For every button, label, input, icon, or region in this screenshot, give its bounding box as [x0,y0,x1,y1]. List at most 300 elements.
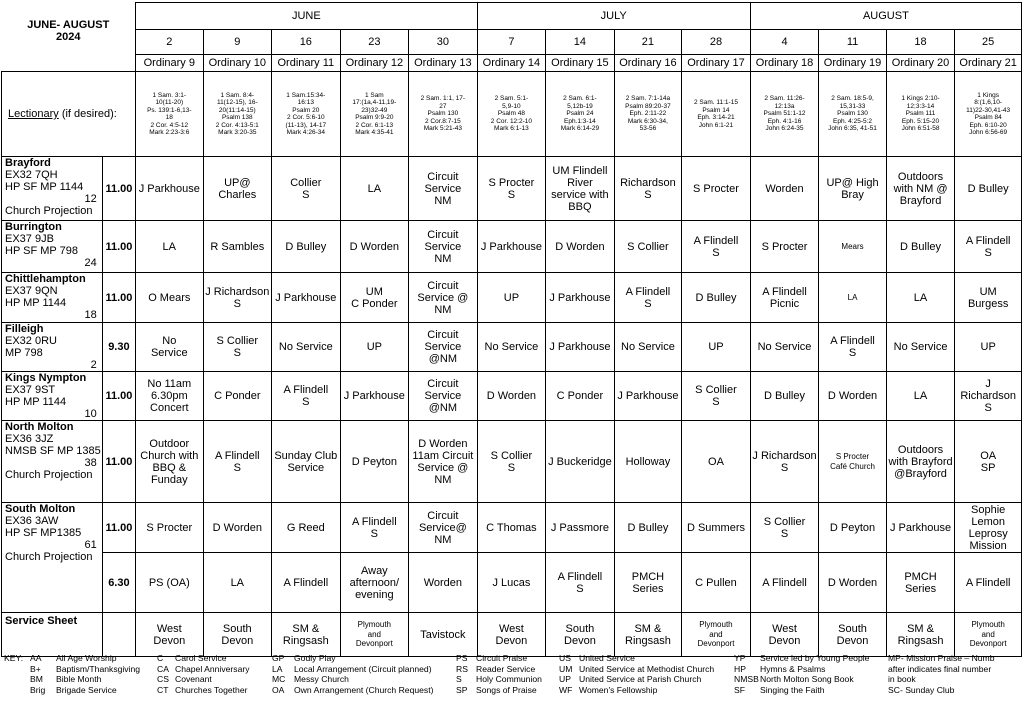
service-cell [819,323,887,372]
service-sheet-cell [136,613,204,657]
cell-line: S [302,188,310,201]
cell-line: A Flindell [625,285,671,298]
cell-line: NM [434,473,452,486]
service-cell [955,372,1022,421]
lectionary-cell [546,72,615,157]
key-abbrev: CS [157,674,169,684]
service-cell [546,553,615,613]
service-cell [203,323,272,372]
service-cell [819,221,887,273]
service-cell [819,553,887,613]
cell-line: Lemon [971,515,1005,528]
cell-line: Mission [969,539,1007,552]
cell-line: No Service [484,341,539,353]
cell-line: Eph.1:3-14 [564,117,596,125]
service-sheet-cell [409,613,478,657]
cell-line: S Procter [693,182,739,195]
cell-line: J Parkhouse [138,182,200,195]
cell-line: Burgess [967,297,1009,310]
key-meaning: Local Arrangement (Circuit planned) [294,663,432,674]
cell-line: Plymouth [971,620,1005,630]
key-abbrev: BM [30,674,43,684]
cell-line: Outdoor [149,437,190,450]
cell-line: S [576,582,584,595]
cell-line: J Parkhouse [480,240,542,253]
service-cell [272,157,341,221]
month-august: AUGUST [750,3,1021,30]
cell-line: evening [355,588,394,601]
cell-line: West [156,622,182,635]
cell-line: PMCH [631,570,665,583]
cell-line: West [498,622,524,635]
cell-line: 27 [439,102,447,110]
service-cell [819,157,887,221]
service-cell [340,273,409,323]
lectionary-label-suffix: (if desired): [58,108,117,120]
key-abbrev: HP [734,663,746,674]
cell-line: (11-13), 14-17 [285,121,327,129]
cell-line: No Service [621,341,675,353]
service-cell [819,273,887,323]
key-meaning: Messy Church [294,674,349,684]
cell-line: Funday [150,473,188,486]
service-cell [409,273,478,323]
service-time: 6.30 [102,553,135,613]
service-cell [203,157,272,221]
cell-line: A Flindell [830,335,875,347]
cell-line: Psalm 14 [702,106,730,114]
cell-line: UP@ [224,176,251,189]
cell-line: 2 Cor. 4:5-12 [150,121,189,129]
cell-line: Circuit [427,279,459,292]
cell-line: 2 Sam. 7:1-14a [625,95,671,103]
cell-line: D Bulley [285,240,327,253]
service-time: 11.00 [102,273,135,323]
service-cell [136,273,204,323]
cell-line: 1 Sam. 3:1- [152,91,187,99]
key-meaning: Songs of Praise [476,684,537,695]
service-cell [477,273,546,323]
ordinary-row [2,55,1022,72]
cell-line: J Parkhouse [889,521,952,534]
service-time: 9.30 [102,323,135,372]
cell-line: S Procter [835,452,870,461]
month-june: JUNE [136,3,478,30]
cell-line: R Sambles [210,240,265,253]
service-cell [272,273,341,323]
cell-line: Outdoors [897,443,944,456]
ordinary-cell: Ordinary 13 [409,55,478,72]
service-cell [409,221,478,273]
date-cell: 25 [955,30,1022,55]
key-abbrev: UM [559,663,573,674]
cell-line: Circuit [427,228,459,241]
cell-line: Psalm 130 [427,110,459,118]
cell-line: and [367,629,382,639]
service-cell [136,323,204,372]
key-label: KEY: [4,653,24,663]
date-cell: 2 [136,30,204,55]
church-hymnbooks: HP MP 1144 [5,396,67,408]
cell-line: J Richardson [752,449,817,462]
cell-line: 2 Sam. 6:1- [563,95,597,103]
cell-line: No Service [757,341,812,353]
cell-line: Collier [290,176,322,189]
service-cell [819,372,887,421]
service-cell [546,273,615,323]
cell-line: S Collier [216,335,259,347]
cell-line: S [507,188,516,201]
key-meaning: Own Arrangement (Church Request) [294,684,434,695]
cell-line: 2 Sam. 11:26- [764,95,805,103]
church-row [2,273,1022,323]
service-cell [340,372,409,421]
ordinary-cell: Ordinary 9 [136,55,204,72]
service-cell [614,421,682,503]
service-cell [750,421,819,503]
key-abbrev: UP [559,674,571,684]
service-cell [614,221,682,273]
service-cell [409,503,478,553]
key-meaning: Service led by Young People [760,653,870,663]
key-entry [559,664,714,675]
service-cell [546,372,615,421]
service-cell [409,157,478,221]
cell-line: S [233,347,241,359]
service-cell [203,372,272,421]
cell-line: No Service [278,341,333,353]
service-cell [477,421,546,503]
cell-line: G Reed [286,521,325,534]
cell-line: Away [360,564,388,577]
cell-line: 2 Cor.8:7-15 [424,117,461,125]
key-entry [734,653,869,664]
key-abbrev: B+ [30,663,41,674]
church-name-cell [2,503,103,613]
cell-line: Devonport [697,639,735,649]
cell-line: and [709,629,723,639]
service-cell [340,221,409,273]
cell-line: with NM @ [893,182,948,195]
cell-line: S Procter [146,521,193,534]
key-column [30,653,140,695]
cell-line: Psalm 84 [974,114,1002,121]
key-abbrev: NMSB [734,674,759,684]
service-cell [203,553,272,613]
cell-line: S [984,246,992,259]
cell-line: D Bulley [764,390,805,402]
cell-line: 18 [165,114,173,121]
cell-line: Picnic [769,297,800,310]
key-entry [559,653,714,664]
cell-line: 2 Sam. 1:1, 17- [420,95,466,103]
cell-line: OA [708,455,724,468]
key-abbrev: C [157,653,164,663]
service-cell [136,503,204,553]
key-meaning: United Service [579,653,635,663]
cell-line: Devonport [355,639,393,649]
cell-line: LA [913,390,928,402]
cell-line: Service [150,347,188,359]
cell-line: 5,12b-19 [567,102,593,110]
service-cell [272,372,341,421]
key-note: in book [888,674,916,684]
service-cell [546,157,615,221]
ordinary-cell: Ordinary 15 [546,55,615,72]
cell-line: South [565,622,595,635]
cell-line: S [507,461,516,474]
cell-line: PMCH [904,570,937,583]
service-sheet-cell [272,613,341,657]
cell-line: S Collier [490,449,533,462]
church-count: 10 [84,408,97,420]
key-entry [30,653,140,664]
cell-line: SM & [907,622,934,635]
cell-line: John 6:35, 41-51 [828,125,877,133]
cell-line: Psalm 9:9-20 [355,114,394,121]
cell-line: LA [162,240,177,253]
cell-line: C Ponder [351,297,398,310]
service-sheet-cell [886,613,955,657]
cell-line: Church with [140,449,199,462]
cell-line: UM Flindell [552,164,608,177]
key-entry [30,674,140,685]
service-cell [614,157,682,221]
key-entry [456,674,542,685]
service-cell [614,323,682,372]
cell-line: Richardson [620,176,676,189]
cell-line: Eph. 3:14-21 [697,114,735,121]
cell-line: 2 Cor. 6:1-13 [355,121,394,129]
cell-line: Devon [836,634,869,647]
date-cell: 30 [409,30,478,55]
key-abbrev: PS [456,653,468,663]
cell-line: Ringsash [625,634,671,647]
service-cell [750,157,819,221]
cell-line: service with [551,188,609,201]
cell-line: 1 Sam [364,91,384,99]
cell-line: BBQ [568,200,592,213]
cell-line: LA [230,576,245,589]
cell-line: Service @ [417,461,469,474]
key-entry [30,664,140,675]
key-meaning: Reader Service [476,663,536,674]
cell-line: Eph. 4:25-5:2 [833,117,873,125]
cell-line: S Collier [763,515,806,528]
key-entry [559,685,714,696]
lectionary-cell [819,72,887,157]
lectionary-cell [955,72,1022,157]
cell-line: LA [847,292,858,302]
church-row [2,421,1022,503]
key-entry [734,674,869,685]
cell-line: S [712,396,720,408]
key-meaning: Baptism/Thanksgiving [56,663,141,674]
service-sheet-cell [819,613,887,657]
service-sheet-cell [477,613,546,657]
plan-title [2,3,136,72]
cell-line: 2 Sam. 11:1-15 [693,99,738,106]
key-column [456,653,542,695]
service-sheet-cell [203,613,272,657]
cell-line: Eph. 5:15-20 [901,117,940,125]
cell-line: Mark 3:20-35 [218,129,257,136]
service-cell [886,553,955,613]
cell-line: Psalm 20 [292,106,320,114]
cell-line: J Buckeridge [548,455,612,468]
key-abbrev: SF [734,684,745,695]
key-column [157,653,250,695]
cell-line: C Pullen [695,576,737,589]
cell-line: 2 Sam. 5:1- [494,95,529,103]
cell-line: Devon [768,634,801,647]
key-meaning: Hymns & Psalms [760,663,826,674]
cell-line: 1 Sam.15:34- [286,91,326,99]
key-abbrev: GP [272,653,285,663]
service-time: 11.00 [102,503,135,553]
key-note: after indicates final number [888,663,992,674]
service-cell [340,503,409,553]
cell-line: J Richardson [960,378,1016,402]
cell-line: D Bulley [695,291,737,304]
month-row [2,3,1022,30]
key-entry [456,653,542,664]
plan-title-range: JUNE- AUGUST [27,18,110,31]
cell-line: Mark 2:23-3:6 [149,129,190,136]
key-meaning: Godly Play [294,653,336,663]
key-entry [734,664,869,675]
cell-line: Worden [765,182,804,195]
service-cell [955,273,1022,323]
church-hymnbooks: MP 798 [5,347,43,359]
service-cell [614,503,682,553]
cell-line: S Collier [695,384,737,396]
cell-line: Mark 6:14-29 [560,125,600,133]
cell-line: 5,9-10 [502,102,521,110]
service-cell [886,323,955,372]
church-name-cell [2,323,103,372]
cell-line: J Passmore [550,521,609,534]
cell-line: Mears [841,241,864,251]
cell-line: S [644,188,652,201]
cell-line: UM [979,285,997,298]
cell-line: S Procter [488,176,535,189]
cell-line: Circuit [427,170,459,183]
cell-line: 11am Circuit [412,449,474,462]
cell-line: SM & [292,622,320,635]
cell-line: Holloway [625,455,671,468]
cell-line: 1 Kings 2:10- [901,95,940,103]
key-meaning: Singing the Faith [760,684,825,695]
key-abbrev: AA [30,653,42,663]
cell-line: 2 Cor. 4:13-5:1 [215,121,259,129]
service-cell [955,553,1022,613]
key-abbrev: MC [272,674,286,684]
cell-line: 20(11:14-15) [218,106,256,114]
key-entry [272,664,433,675]
lectionary-cell [203,72,272,157]
cell-line: Charles [218,188,257,201]
service-time: 11.00 [102,372,135,421]
church-name-cell [2,421,103,503]
cell-line: West [772,622,797,635]
cell-line: S [233,461,241,474]
service-cell [272,221,341,273]
service-cell [546,503,615,553]
key-abbrev: CA [157,663,169,674]
key-entry [734,685,869,696]
church-postcode: EX36 3AW [5,515,59,527]
service-cell [136,553,204,613]
cell-line: Plymouth [357,620,392,630]
ordinary-cell: Ordinary 21 [955,55,1022,72]
service-cell [819,421,887,503]
service-cell [886,273,955,323]
cell-line: J Parkhouse [343,390,405,402]
service-cell [682,421,751,503]
cell-line: D Bulley [627,521,669,534]
key-abbrev: OA [272,684,285,695]
key-note: SC- Sunday Club [888,684,955,695]
cell-line: J Richardson [205,285,270,298]
key-entry [272,674,433,685]
cell-line: Circuit [427,509,459,522]
date-row [2,30,1022,55]
cell-line: South [838,622,867,635]
key-abbrev: SP [456,684,468,695]
cell-line: J Parkhouse [549,341,611,353]
church-row [2,372,1022,421]
cell-line: 8:(1,6,10- [974,99,1003,106]
cell-line: SM & [634,622,662,635]
cell-line: NM [434,303,452,316]
church-count: 38 [84,457,97,469]
cell-line: D Bulley [967,182,1009,195]
cell-line: Ringsash [897,634,944,647]
cell-line: Service [424,341,462,353]
cell-line: @NM [428,353,457,365]
cell-line: UP@ High [826,176,879,189]
cell-line: J Parkhouse [617,390,679,402]
cell-line: No [162,335,177,347]
service-cell [477,372,546,421]
cell-line: Mark 5:21-43 [423,125,463,133]
service-cell [955,323,1022,372]
cell-line: J Parkhouse [275,291,337,304]
service-cell [477,157,546,221]
cell-line: SP [980,461,996,474]
church-name: Filleigh [5,323,44,335]
cell-line: UP [503,291,520,304]
key-entry [559,674,714,685]
cell-line: NM [434,194,452,207]
cell-line: A Flindell [965,576,1011,589]
cell-line: D Worden [827,390,878,402]
cell-line: @Brayford [894,467,947,480]
cell-line: 2 Cor. 12:2-10 [490,117,532,125]
evening-row [2,553,1022,613]
service-cell [886,421,955,503]
cell-line: Devon [221,634,254,647]
church-postcode: EX32 7QH [5,169,58,181]
cell-line: S [233,297,241,310]
cell-line: S [712,246,720,259]
cell-line: Leprosy [968,527,1008,540]
service-cell [682,273,751,323]
service-cell [272,503,341,553]
cell-line: D Bulley [900,240,942,253]
cell-line: A Flindell [214,449,260,462]
